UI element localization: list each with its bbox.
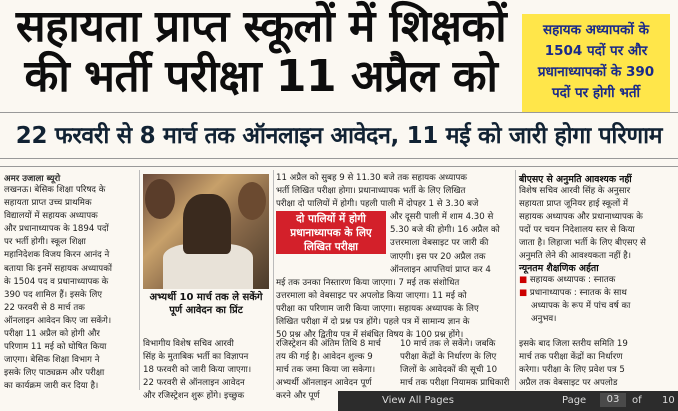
text-line: महानिदेशक विजय किरन आनंद ने	[4, 250, 110, 261]
text-line: लखनऊ। बेसिक शिक्षा परिषद के	[4, 185, 106, 195]
article-column-7	[519, 338, 675, 394]
text-line: परीक्षा दो पालियों में होगी। पहली पाली में दोपहर 1 से 3.30 बजे	[276, 199, 479, 210]
text-line: जाता है। लिहाजा भर्ती के लिए बीएसए से	[519, 238, 646, 249]
list-item-text: सहायक अध्यापक : स्नातक	[529, 275, 616, 285]
text-line: जाएगी। इस पर 20 अप्रैल तक	[390, 251, 486, 262]
text-line: सहायक अध्यापक और प्रधानाध्यापक के	[519, 212, 643, 223]
text-line: उत्तरमाला वेबसाइट पर जारी की	[390, 238, 489, 249]
text-line: 5.30 बजे की होगी। 16 अप्रैल को	[390, 225, 500, 236]
text-line: पर भर्ती होगी। स्कूल शिक्षा	[4, 237, 86, 248]
text-line: इसके बाद जिला स्तरीय समिति 19	[519, 339, 628, 349]
article-column-2	[143, 338, 269, 404]
list-item	[519, 287, 675, 300]
text-line: 390 पद शामिल हैं। इसके लिए	[4, 289, 103, 300]
section-heading: बीएसए से अनुमति आवश्यक नहीं	[519, 174, 632, 185]
list-item-text: प्रधानाध्यापक : स्नातक के साथ	[529, 288, 627, 299]
page-navigator	[338, 391, 678, 411]
news-photo	[143, 174, 269, 289]
section-subheading: न्यूनतम शैक्षणिक अर्हता	[519, 263, 599, 274]
text-line: उत्तरमाला को वेबसाइट पर अपलोड किया जाएगा। 11 मई को	[276, 290, 467, 301]
column-divider	[273, 170, 274, 390]
highlight-line: 1504 पदों पर और	[544, 43, 648, 59]
text-line: ऑनलाइन आवेदन किए जा सकेंगे।	[4, 315, 112, 326]
text-line: मार्च तक परीक्षा केंद्रों का निर्धारण	[519, 352, 623, 363]
text-line: 50 प्रश्न और द्वितीय पत्र में संबंधित विषय के 100 प्रश्न होंगे।	[276, 330, 464, 341]
text-line: परीक्षा केंद्रों के निर्धारण के लिए	[400, 352, 497, 363]
column-divider	[515, 170, 516, 390]
divider	[0, 112, 678, 113]
list-item	[519, 274, 675, 287]
text-line: लिखित परीक्षा में दो प्रश्न पत्र होंगे। पहले पत्र में सामान्य ज्ञान के	[276, 317, 470, 328]
text-line: और रजिस्ट्रेशन शुरू होंगे। इच्छुक	[143, 391, 245, 402]
text-line: परीक्षा का परिणाम जारी किया जाएगा। सहायक अध्यापक के लिए	[276, 303, 479, 314]
text-line: बताया कि इनमें सहायक अध्यापकों	[4, 263, 113, 274]
photo-figure	[145, 179, 175, 219]
text-line: अभ्यर्थी ऑनलाइन आवेदन पूर्ण	[276, 378, 372, 389]
text-line: 22 फरवरी से 8 मार्च तक	[4, 302, 85, 313]
headline	[6, 2, 516, 102]
callout-box: दो पालियों में होगी प्रधानाध्यापक के लिए लिखित परीक्षा	[276, 211, 386, 254]
photo-caption: अभ्यर्थी 10 मार्च तक ले सकेंगे पूर्ण आवेदन का प्रिंट	[149, 292, 263, 316]
text-line: तय की गई है। आवेदन शुल्क 9	[276, 352, 373, 363]
text-line: सहायता प्राप्त जूनियर हाई स्कूलों में	[519, 199, 629, 210]
text-line: के 1504 पद व प्रधानाध्यापक के	[4, 276, 109, 287]
divider	[0, 158, 678, 159]
text-line: इसके लिए पाठ्यक्रम और परीक्षा	[4, 368, 105, 379]
page-number-input[interactable]: 03	[600, 393, 626, 407]
divider	[0, 166, 678, 167]
total-pages: 10	[662, 395, 675, 406]
column-divider	[139, 170, 140, 390]
text-line: रजिस्ट्रेशन की अंतिम तिथि 8 मार्च	[276, 339, 381, 349]
text-line: पदों पर चयन निदेशालय स्तर से किया	[519, 225, 635, 236]
headline-line-2: की भर्ती परीक्षा 11 अप्रैल को	[24, 51, 498, 102]
text-line: मार्च तक जमा किया जा सकेगा।	[276, 365, 376, 376]
text-line: मार्च तक परीक्षा नियामक प्राधिकारी	[400, 378, 510, 389]
text-line: मई तक उनका निस्तारण किया जाएगा। 7 मई तक संशोधित	[276, 277, 460, 288]
text-line: और दूसरी पाली में शाम 4.30 से	[390, 212, 494, 223]
bullet-icon: ■	[519, 288, 530, 299]
text-line: जिलों के आवेदकों की सूची 10	[400, 365, 498, 376]
text-line: विशेष सचिव आरवी सिंह के अनुसार	[519, 186, 631, 196]
text-line: परीक्षा 11 अप्रैल को होगी और	[4, 329, 100, 340]
text-line: और प्रधानाध्यापक के 1894 पदों	[4, 224, 109, 235]
text-line: का कार्यक्रम जारी कर दिया है।	[4, 381, 99, 392]
text-line: सिंह के मुताबिक भर्ती का विज्ञापन	[143, 352, 249, 363]
article-column-5	[400, 338, 512, 394]
text-line: परिणाम 11 मई को घोषित किया	[4, 342, 107, 353]
article-column-1	[4, 184, 136, 404]
text-line: जाएगा। बेसिक शिक्षा विभाग ने	[4, 355, 100, 366]
photo-figure	[238, 182, 266, 220]
text-line: करेगा। परीक्षा के लिए प्रवेश पत्र 5	[519, 365, 625, 376]
list-item: अनुभव।	[531, 314, 557, 325]
highlight-line: पदों पर होगी भर्ती	[551, 85, 641, 101]
byline: अमर उजाला ब्यूरो	[4, 174, 61, 184]
photo-figure	[183, 194, 231, 254]
text-line: 22 फरवरी से ऑनलाइन आवेदन	[143, 378, 245, 389]
text-line: 11 अप्रैल को सुबह 9 से 11.30 बजे तक सहायक अध्यापक	[276, 173, 467, 183]
view-all-pages-button[interactable]: View All Pages	[382, 395, 454, 406]
page-label: Page	[562, 395, 587, 406]
headline-line-1: सहायता प्राप्त स्कूलों में शिक्षकों	[15, 1, 507, 52]
highlight-box	[522, 14, 670, 112]
text-line: विभागीय विशेष सचिव आरवी	[143, 339, 234, 349]
article-column-6	[519, 185, 675, 265]
text-line: विद्यालयों में सहायक अध्यापक	[4, 211, 98, 222]
text-line: 10 मार्च तक ले सकेंगे। जबकि	[400, 339, 496, 349]
of-label: of	[632, 395, 642, 406]
text-line: अनुमति लेने की आवश्यकता नहीं है।	[519, 251, 631, 262]
highlight-line: प्रधानाध्यापकों के 390	[537, 64, 655, 80]
text-line: ऑनलाइन आपत्तियां प्राप्त कर 4	[390, 264, 491, 275]
text-line: करने और पूर्ण	[276, 391, 320, 402]
list-item: अध्यापक के रूप में पांच वर्ष का	[531, 301, 631, 312]
highlight-line: सहायक अध्यापकों के	[542, 22, 649, 38]
text-line: 18 फरवरी को जारी किया जाएगा।	[143, 365, 252, 376]
text-line: अप्रैल तक वेबसाइट पर अपलोड	[519, 378, 618, 389]
qualification-list	[519, 274, 675, 330]
text-line: सहायता प्राप्त उच्च प्राथमिक	[4, 198, 92, 209]
bullet-icon: ■	[519, 275, 530, 285]
subheadline: 22 फरवरी से 8 मार्च तक ऑनलाइन आवेदन, 11 मई को जारी होगा परिणाम	[15, 123, 663, 149]
text-line: भर्ती लिखित परीक्षा होगा। प्रधानाध्यापक भर्ती के लिए लिखित	[276, 186, 466, 197]
